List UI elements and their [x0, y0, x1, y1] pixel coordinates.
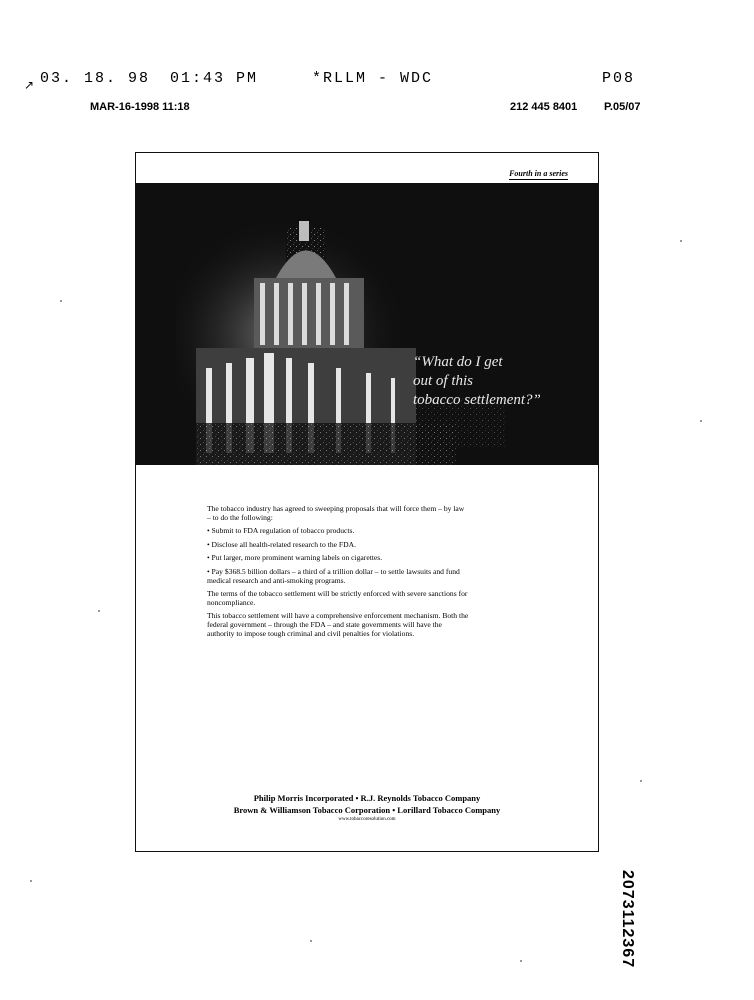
- fax-sub-phone: 212 445 8401: [510, 101, 578, 113]
- hero-image: [136, 183, 598, 465]
- bullet-warning-labels: • Put larger, more prominent warning labels on cigarettes.: [207, 553, 383, 563]
- scan-speck: [700, 420, 702, 422]
- fax-sub-page: P.05/07: [604, 101, 641, 113]
- fax-time: 01:43 PM: [170, 70, 259, 87]
- series-label: Fourth in a series: [509, 169, 568, 178]
- handwritten-mark: ↗: [24, 78, 35, 92]
- scan-speck: [520, 960, 522, 962]
- website-url: www.tobaccoresolution.com: [338, 817, 396, 822]
- bullet-payment: • Pay $368.5 billion dollars – a third of a trillion dollar – to settle lawsuits and fund medical research and anti-smoking programs.: [207, 566, 460, 585]
- capitol-building-image: [136, 183, 598, 465]
- fax-subheader-line: [90, 101, 670, 121]
- scan-speck: [98, 610, 100, 612]
- scan-speck: [680, 240, 682, 242]
- document-number: 2073112367: [619, 870, 636, 969]
- intro-paragraph: The tobacco industry has agreed to sweeping proposals that will force them – by law – to do the following:: [207, 504, 465, 522]
- enforcement-paragraph: The terms of the tobacco settlement will be strictly enforced with severe sanctions for noncompliance.: [207, 589, 468, 607]
- fax-sender: *RLLM - WDC: [312, 70, 434, 87]
- headline-line: tobacco settlement?”: [413, 392, 541, 408]
- fax-page: P08: [602, 70, 636, 87]
- scan-speck: [30, 880, 32, 882]
- headline: [413, 353, 541, 410]
- bullet-fda-regulation: • Submit to FDA regulation of tobacco products.: [207, 526, 355, 536]
- fax-header-line: [20, 70, 720, 92]
- headline-line: “What do I get: [413, 354, 503, 370]
- mechanism-paragraph: This tobacco settlement will have a comprehensive enforcement mechanism. Both the federal government – through the FDA – and state governments will have the authority to impose tough criminal and civil penalties for violations.: [207, 611, 469, 638]
- sponsor-footer: [136, 793, 598, 822]
- sponsors-line-1: Philip Morris Incorporated • R.J. Reynolds Tobacco Company: [253, 793, 481, 803]
- bullet-disclose-research: • Disclose all health-related research to the FDA.: [207, 539, 356, 549]
- body-text: [207, 505, 469, 643]
- fax-sub-datetime: MAR-16-1998 11:18: [90, 101, 190, 113]
- scan-speck: [60, 300, 62, 302]
- sponsors-line-2: Brown & Williamson Tobacco Corporation • Lorillard Tobacco Company: [233, 805, 501, 815]
- advertisement: [135, 152, 599, 852]
- fax-date: 03. 18. 98: [40, 70, 151, 87]
- headline-line: out of this: [413, 373, 474, 389]
- scan-speck: [310, 940, 312, 942]
- scan-speck: [640, 780, 642, 782]
